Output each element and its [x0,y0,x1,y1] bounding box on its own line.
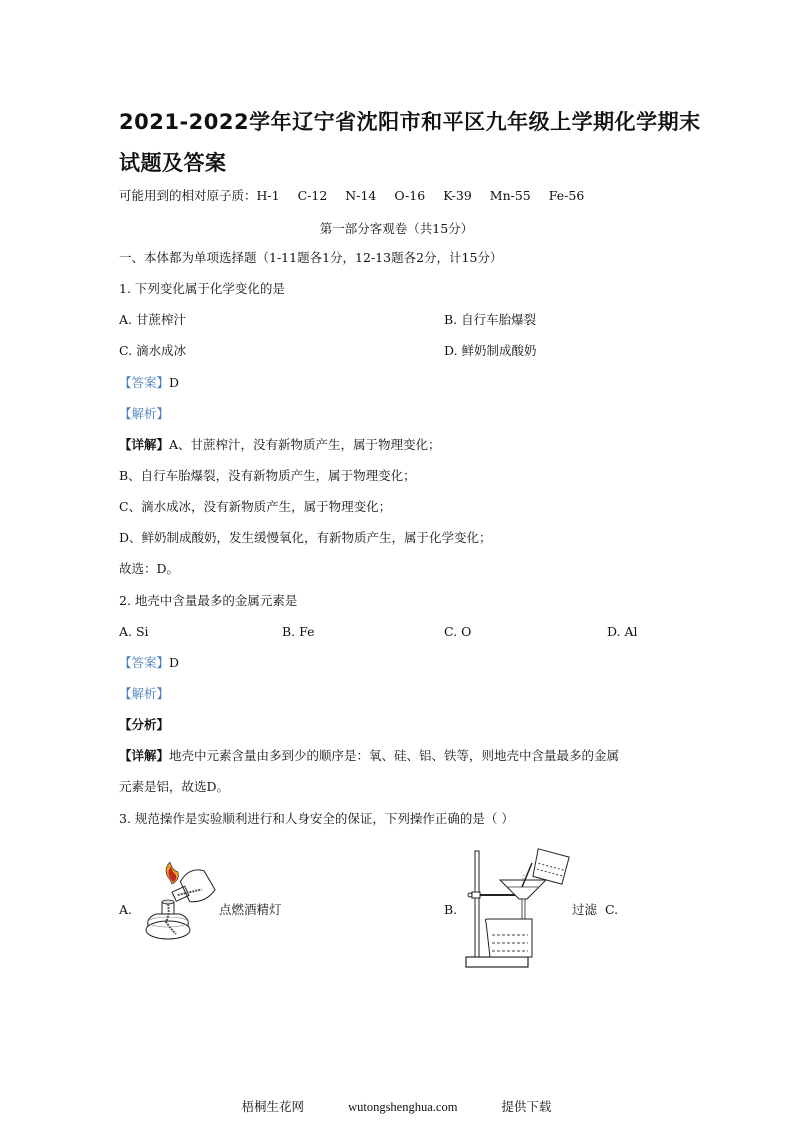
analysis-tag: 【解析】 [119,406,170,421]
answer-value: D [169,655,180,670]
document-title-line1: 2021-2022学年辽宁省沈阳市和平区九年级上学期化学期末 [119,110,701,134]
question-2-detail [119,748,619,764]
detail-tag: 【详解】 [119,748,170,763]
question-1-detail [119,437,441,453]
document-title-line2: 试题及答案 [119,151,227,175]
detail-line: 地壳中元素含量由多到少的顺序是：氧、硅、铝、铁等，则地壳中含量最多的金属 [169,748,620,763]
atomic-masses [119,188,602,204]
question-2-fenxi [119,717,169,733]
footer-suffix: 提供下载 [501,1100,552,1114]
page-footer [0,1097,793,1115]
question-2-stem: 2. 地壳中含量最多的金属元素是 [119,593,298,608]
alcohol-lamp-lighting-figure [140,862,220,944]
atomic-mass-item: C-12 [297,188,328,203]
part-heading: 第一部分客观卷（共15分） [319,221,474,236]
question-2-option-a: A. Si [119,624,149,639]
detail-line: D、鲜奶制成酸奶，发生缓慢氧化，有新物质产生，属于化学变化； [119,530,492,545]
question-2-answer [119,655,179,671]
question-1-answer [119,375,179,391]
question-2-option-c: C. O [444,624,472,639]
question-1-analysis [119,406,169,422]
atomic-masses-label: 可能用到的相对原子质： [119,188,257,203]
atomic-mass-item: O-16 [394,188,426,203]
question-2-analysis [119,686,169,702]
detail-line: 故选：D。 [119,561,180,576]
question-1-option-a: A. 甘蔗榨汁 [119,312,186,327]
atomic-mass-item: H-1 [256,188,280,203]
detail-line: C、滴水成冰，没有新物质产生，属于物理变化； [119,499,392,514]
question-3-stem: 3. 规范操作是实验顺利进行和人身安全的保证，下列操作正确的是（ ） [119,811,514,826]
question-2-option-d: D. Al [607,624,638,639]
question-3-option-a-caption: 点燃酒精灯 [219,902,282,917]
question-3-option-b-caption: 过滤 [572,902,598,917]
detail-tag: 【详解】 [119,437,170,452]
analysis-tag: 【解析】 [119,686,170,701]
detail-line: A、甘蔗榨汁，没有新物质产生，属于物理变化； [169,437,441,452]
question-1-option-b: B. 自行车胎爆裂 [444,312,537,327]
answer-tag: 【答案】 [119,655,170,670]
atomic-mass-item: N-14 [345,188,377,203]
atomic-mass-item: Mn-55 [489,188,531,203]
footer-url[interactable]: wutongshenghua.com [348,1100,458,1114]
fenxi-tag: 【分析】 [119,717,170,732]
question-3-option-c-letter: C. [605,902,619,917]
question-2-option-b: B. Fe [282,624,315,639]
filtration-figure [462,847,572,969]
answer-value: D [169,375,180,390]
question-3-option-a-letter: A. [119,902,133,917]
question-1-option-c: C. 滴水成冰 [119,343,187,358]
detail-line: B、自行车胎爆裂，没有新物质产生，属于物理变化； [119,468,416,483]
footer-site-name: 梧桐生花网 [241,1100,305,1114]
answer-tag: 【答案】 [119,375,170,390]
question-1-stem: 1. 下列变化属于化学变化的是 [119,281,285,296]
atomic-mass-item: K-39 [443,188,472,203]
question-3-option-b-letter: B. [444,902,458,917]
question-1-option-d: D. 鲜奶制成酸奶 [444,343,537,358]
section-heading: 一、本体都为单项选择题（1-11题各1分，12-13题各2分，计15分） [119,250,503,265]
detail-line: 元素是铝，故选D。 [119,779,230,794]
atomic-mass-item: Fe-56 [548,188,585,203]
